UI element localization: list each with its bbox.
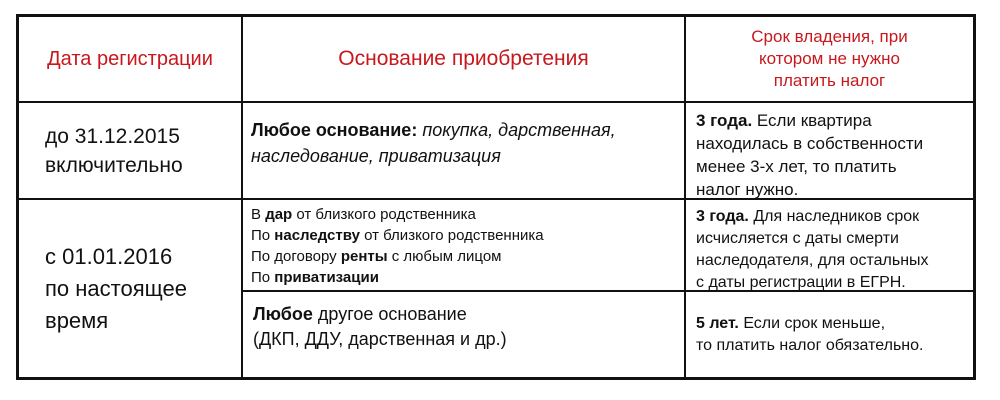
row2-basis-other (243, 292, 684, 377)
row2-term1-line: с даты регистрации в ЕГРН. (696, 274, 906, 291)
row1-date-line: до 31.12.2015 (45, 124, 180, 148)
header-registration-date-text: Дата регистрации (47, 47, 213, 70)
row1-term-bold: 3 года. (696, 111, 753, 130)
header-ownership-term-text (751, 26, 907, 92)
row2-basis-cell (243, 200, 686, 377)
basis-list-item: В дар от близкого родственника (251, 206, 476, 223)
row2-date-cell (19, 200, 243, 377)
row1-term-line: налог нужно. (696, 180, 799, 199)
row2-term2-text: Если срок меньше, (743, 314, 886, 332)
basis-list-item: По наследству от близкого родственника (251, 227, 544, 244)
row1-term-line: находилась в собственности (696, 134, 924, 153)
row2-term2-bold: 5 лет. (696, 314, 739, 332)
header-acquisition-basis-text: Основание приобретения (338, 47, 589, 70)
row2-date-line: время (45, 307, 109, 333)
row1-date-line: включительно (45, 153, 183, 177)
header-term-line: Срок владения, при (751, 27, 908, 46)
row2-basis-other-bold: Любое (253, 304, 313, 324)
row2-term-other (686, 292, 973, 377)
row2-date-line: с 01.01.2016 (45, 243, 173, 269)
row2-term1-text: Для наследников срок (753, 208, 920, 225)
row2-basis-list (243, 200, 684, 292)
row2-term-inheritance (686, 200, 973, 292)
row2-term-cell (686, 200, 973, 377)
row1-basis-italic: наследование, приватизация (251, 146, 501, 166)
row2-term1-line: наследодателя, для остальных (696, 252, 929, 269)
row1-term-line: менее 3-х лет, то платить (696, 157, 897, 176)
basis-list-item: По приватизации (251, 269, 379, 286)
header-term-line: котором не нужно (759, 49, 900, 68)
row2-date-line: по настоящее (45, 275, 187, 301)
row1-term-cell (686, 103, 973, 200)
row1-date-cell (19, 103, 243, 200)
basis-list-item: По договору ренты с любым лицом (251, 248, 502, 265)
row1-basis-bold: Любое основание: (251, 120, 418, 140)
row1-basis-italic: покупка, дарственная, (422, 120, 616, 140)
row2-term1-bold: 3 года. (696, 208, 749, 225)
header-registration-date (19, 17, 243, 103)
row2-basis-other-text: другое основание (317, 304, 467, 324)
row1-term-text: Если квартира (756, 111, 872, 130)
row2-term2-line: то платить налог обязательно. (696, 336, 924, 354)
row2-term1-line: исчисляется с даты смерти (696, 230, 899, 247)
row1-basis-cell (243, 103, 686, 200)
header-term-line: платить налог (773, 71, 886, 90)
row2-basis-other-line: (ДКП, ДДУ, дарственная и др.) (253, 329, 507, 349)
tax-term-table (16, 14, 976, 380)
header-acquisition-basis (243, 17, 686, 103)
header-ownership-term (686, 17, 973, 103)
